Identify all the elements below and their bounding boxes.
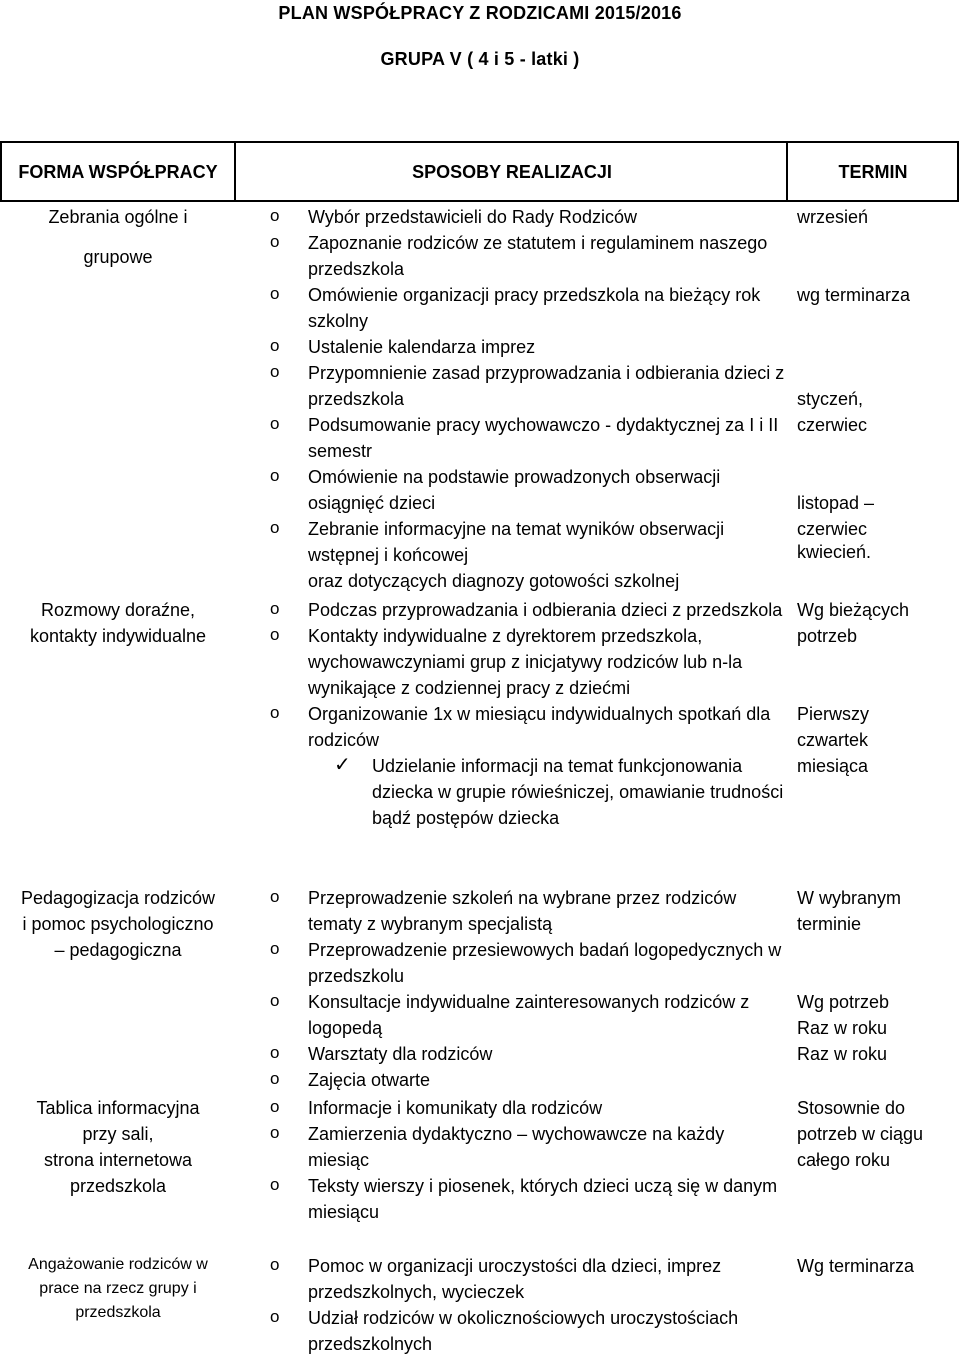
- row3-forma: [0, 885, 236, 963]
- termin-line: styczeń,: [797, 389, 864, 409]
- row4-forma-line2: przy sali,: [82, 1124, 154, 1144]
- row4-sposoby-list: [268, 1095, 788, 1225]
- row1-forma: [0, 204, 236, 270]
- row2-termin: [797, 597, 957, 779]
- termin-line: Wg potrzeb: [797, 992, 890, 1012]
- termin-line: czwartek: [797, 730, 869, 750]
- row5-forma: [0, 1253, 236, 1325]
- row1-forma-line1: Zebrania ogólne i: [48, 207, 188, 227]
- row4-termin: [797, 1095, 957, 1173]
- row2-forma: [0, 597, 236, 649]
- termin-line: kwiecień.: [797, 542, 872, 562]
- list-item: o Udział rodziców w okolicznościowych uroczystościach przedszkolnych: [268, 1305, 788, 1357]
- row5-sposoby-list: [268, 1253, 788, 1357]
- row3-forma-line3: – pedagogiczna: [54, 940, 182, 960]
- row1-forma-line2: grupowe: [83, 247, 153, 267]
- row4-forma: [0, 1095, 236, 1199]
- row5-termin: [797, 1253, 957, 1279]
- termin-line: Stosownie do: [797, 1098, 906, 1118]
- row2-sposoby-list: [268, 597, 788, 831]
- list-item: o Organizowanie 1x w miesiącu indywidualnych spotkań dla rodziców: [268, 701, 788, 753]
- check-list-item: ✓ Udzielanie informacji na temat funkcjonowania dziecka w grupie rówieśniczej, omawianie trudności bądź postępów dziecka: [268, 753, 788, 831]
- row1-termin: [797, 204, 957, 562]
- row5-forma-line1: Angażowanie rodziców w: [28, 1256, 208, 1273]
- termin-line: Wg terminarza: [797, 1256, 915, 1276]
- page-subtitle: GRUPA V ( 4 i 5 - latki ): [380, 49, 580, 69]
- termin-line: potrzeb w ciągu: [797, 1124, 924, 1144]
- row3-termin: [797, 885, 957, 1067]
- header-forma: FORMA WSPÓŁPRACY: [18, 161, 218, 182]
- list-item: o Kontakty indywidualne z dyrektorem przedszkola, wychowawczyniami grup z inicjatywy rodziców lub n-la wynikające z codziennej pracy z dziećmi: [268, 623, 788, 701]
- row3-forma-line1: Pedagogizacja rodziców: [20, 888, 216, 908]
- termin-line: czerwiec: [797, 415, 868, 435]
- row4-forma-line1: Tablica informacyjna: [36, 1098, 200, 1118]
- termin-line: wg terminarza: [797, 285, 911, 305]
- termin-line: wrzesień: [797, 207, 869, 227]
- list-item: o Przypomnienie zasad przyprowadzania i odbierania dzieci z przedszkola: [268, 360, 788, 412]
- list-item: o Przeprowadzenie szkoleń na wybrane przez rodziców tematy z wybranym specjalistą: [268, 885, 788, 937]
- list-item: o Podsumowanie pracy wychowawczo - dydaktycznej za I i II semestr: [268, 412, 788, 464]
- termin-line: miesiąca: [797, 756, 869, 776]
- row4-forma-line3: strona internetowa: [43, 1150, 193, 1170]
- row2-forma-line2: kontakty indywidualne: [29, 626, 207, 646]
- row3-sposoby-list: [268, 885, 788, 1093]
- list-item: o Omówienie organizacji pracy przedszkola na bieżący rok szkolny: [268, 282, 788, 334]
- list-item: o Konsultacje indywidualne zainteresowanych rodziców z logopedą: [268, 989, 788, 1041]
- row3-forma-line2: i pomoc psychologiczno: [22, 914, 214, 934]
- termin-line: czerwiec: [797, 519, 868, 539]
- list-item-continuation: oraz dotyczących diagnozy gotowości szkolnej: [308, 571, 680, 591]
- list-item: o Przeprowadzenie przesiewowych badań logopedycznych w przedszkolu: [268, 937, 788, 989]
- termin-line: Pierwszy: [797, 704, 870, 724]
- list-item: o Podczas przyprowadzania i odbierania dzieci z przedszkola: [268, 597, 788, 623]
- list-item: o Ustalenie kalendarza imprez: [268, 334, 788, 360]
- list-item: o Informacje i komunikaty dla rodziców: [268, 1095, 788, 1121]
- header-sposoby: SPOSOBY REALIZACJI: [412, 161, 612, 182]
- row2-forma-line1: Rozmowy doraźne,: [40, 600, 196, 620]
- list-item: o Warsztaty dla rodziców: [268, 1041, 788, 1067]
- termin-line: terminie: [797, 914, 862, 934]
- page-title: PLAN WSPÓŁPRACY Z RODZICAMI 2015/2016: [278, 3, 682, 23]
- termin-line: potrzeb: [797, 626, 858, 646]
- list-item: o Teksty wierszy i piosenek, których dzieci uczą się w danym miesiącu: [268, 1173, 788, 1225]
- row5-forma-line2: prace na rzecz grupy i: [39, 1280, 197, 1297]
- termin-line: Raz w roku: [797, 1044, 888, 1064]
- list-item: o Zajęcia otwarte: [268, 1067, 788, 1093]
- termin-line: Raz w roku: [797, 1018, 888, 1038]
- termin-line: listopad –: [797, 493, 875, 513]
- row5-forma-line3: przedszkola: [75, 1304, 161, 1321]
- list-item: o Zapoznanie rodziców ze statutem i regulaminem naszego przedszkola: [268, 230, 788, 282]
- row4-forma-line4: przedszkola: [69, 1176, 167, 1196]
- termin-line: Wg bieżących: [797, 600, 910, 620]
- row1-sposoby-list: [268, 204, 788, 594]
- list-item: o Pomoc w organizacji uroczystości dla dzieci, imprez przedszkolnych, wycieczek: [268, 1253, 788, 1305]
- termin-line: W wybranym: [797, 888, 902, 908]
- list-item: o Wybór przedstawicieli do Rady Rodziców: [268, 204, 788, 230]
- list-item: o Zamierzenia dydaktyczno – wychowawcze na każdy miesiąc: [268, 1121, 788, 1173]
- header-termin: TERMIN: [838, 161, 908, 182]
- list-item: o Omówienie na podstawie prowadzonych obserwacji osiągnięć dzieci: [268, 464, 788, 516]
- termin-line: całego roku: [797, 1150, 891, 1170]
- list-item: o Zebranie informacyjne na temat wyników obserwacji wstępnej i końcowej: [268, 516, 788, 568]
